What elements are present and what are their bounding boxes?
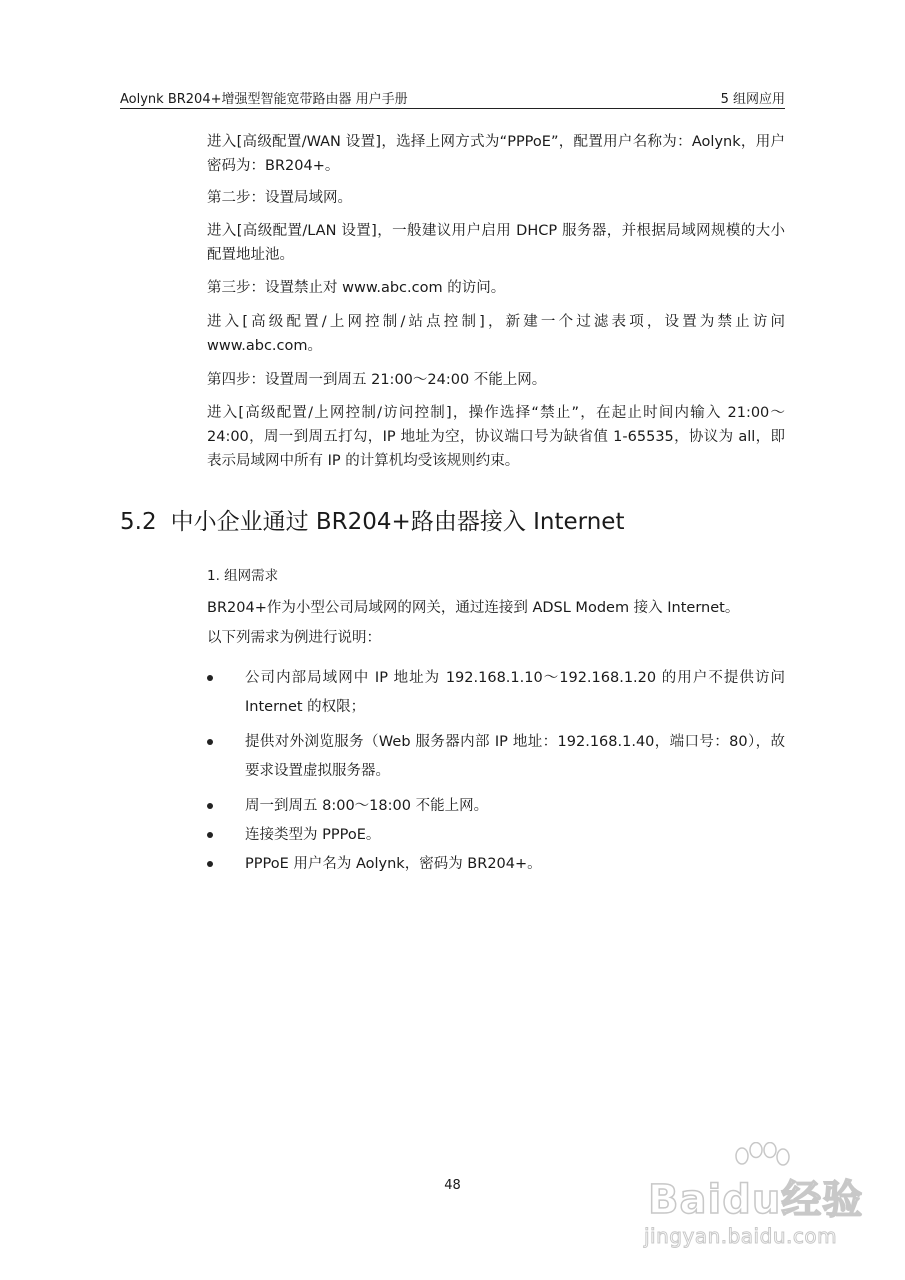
list-item: 周一到周五 8:00～18:00 不能上网。 [207,792,785,821]
section-title: 中小企业通过 BR204+路由器接入 Internet [170,509,625,535]
page-header [120,86,785,109]
paragraph-wan: 进入[高级配置/WAN 设置]，选择上网方式为“PPPoE”，配置用户名称为：Aolynk，用户密码为：BR204+。 [207,134,785,174]
bullet-icon [207,739,213,745]
watermark-brand: Baidu经验 [648,1177,864,1223]
list-item: 公司内部局域网中 IP 地址为 192.168.1.10～192.168.1.20 的用户不提供访问 Internet 的权限； [207,664,785,722]
paragraph-step2: 第二步：设置局域网。 [207,190,352,206]
list-item: 提供对外浏览服务（Web 服务器内部 IP 地址：192.168.1.40，端口号：80），故要求设置虚拟服务器。 [207,728,785,786]
intro-paragraph: BR204+作为小型公司局域网的网关，通过连接到 ADSL Modem 接入 Internet。 [207,600,740,616]
bullet-icon [207,861,213,867]
paragraph-access-control: 进入[高级配置/上网控制/访问控制]，操作选择“禁止”，在起止时间内输入 21:00～24:00，周一到周五打勾，IP 地址为空，协议端口号为缺省值 1-65535，协议为 all，即表示局域网中所有 IP 的计算机均受该规则约束。 [207,405,785,469]
bullet-icon [207,675,213,681]
watermark-url: jingyan.baidu.com [644,1224,838,1248]
subsection-heading: 1. 组网需求 [207,568,279,584]
bullet-icon [207,832,213,838]
bullet-icon [207,803,213,809]
page-number: 48 [444,1178,461,1193]
list-item: 连接类型为 PPPoE。 [207,821,785,850]
paragraph-step4: 第四步：设置周一到周五 21:00～24:00 不能上网。 [207,372,547,388]
requirements-list [207,664,785,879]
list-item: PPPoE 用户名为 Aolynk，密码为 BR204+。 [207,850,785,879]
section-heading [120,503,624,536]
header-title: Aolynk BR204+增强型智能宽带路由器 用户手册 [120,92,408,107]
header-chapter: 5 组网应用 [720,92,785,107]
watermark [636,1142,864,1252]
paragraph-lan: 进入[高级配置/LAN 设置]，一般建议用户启用 DHCP 服务器，并根据局域网规模的大小配置地址池。 [207,223,785,263]
paragraph-step3: 第三步：设置禁止对 www.abc.com 的访问。 [207,280,506,296]
intro-lead: 以下列需求为例进行说明： [207,630,381,646]
section-number: 5.2 [120,509,157,535]
paragraph-site-control: 进入[高级配置/上网控制/站点控制]，新建一个过滤表项，设置为禁止访问 www.abc.com。 [207,314,785,354]
